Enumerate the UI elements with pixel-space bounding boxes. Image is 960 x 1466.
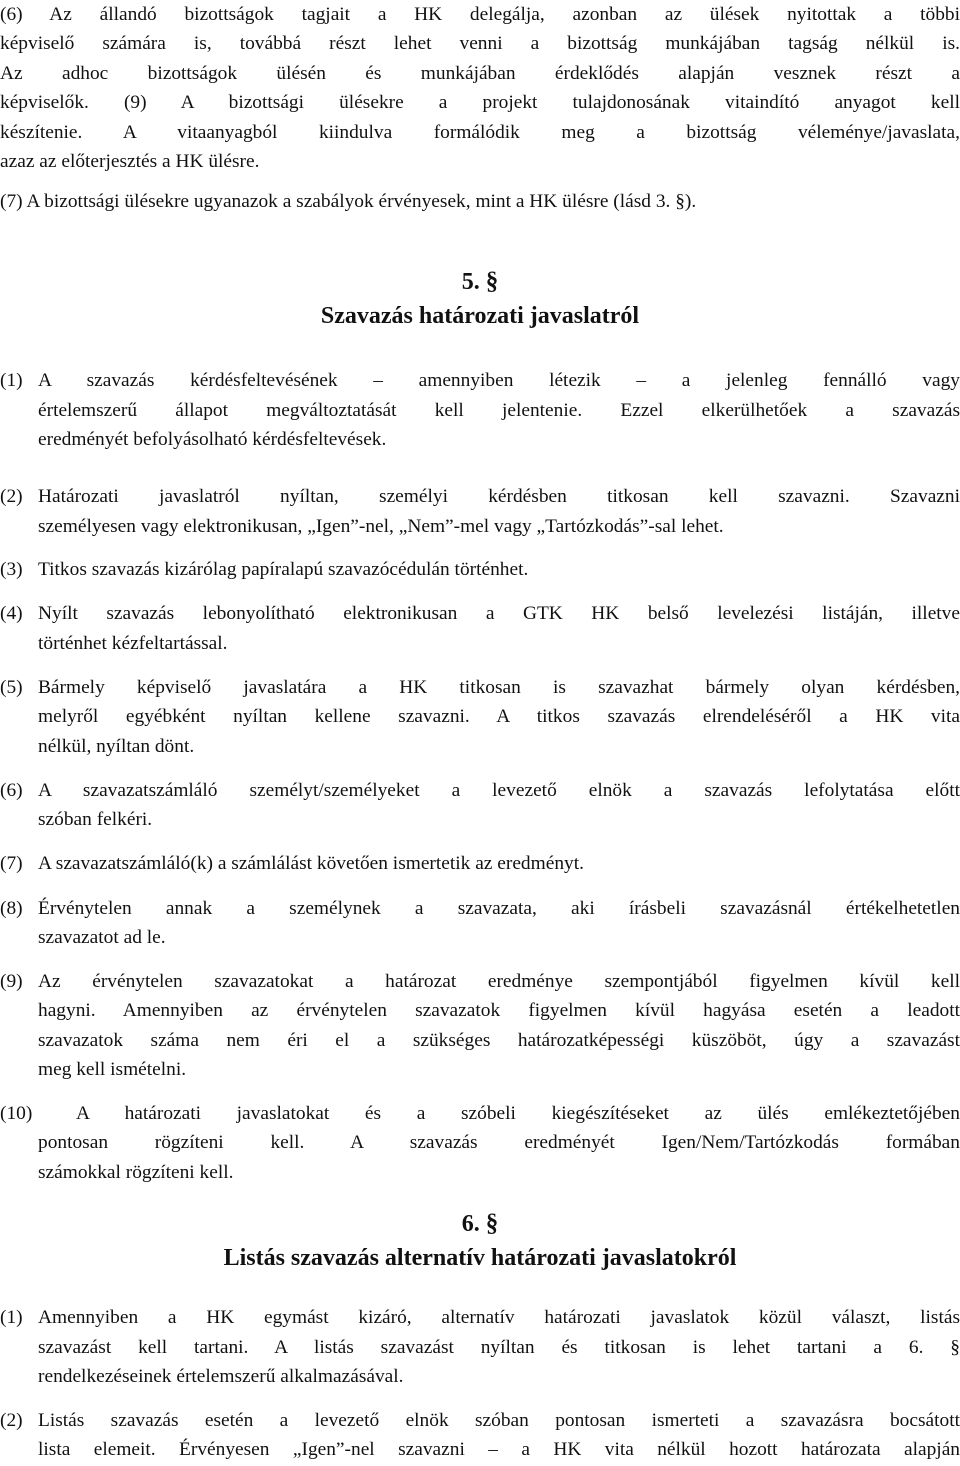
section6-number-text: 6. [461,1211,480,1237]
s5-item1-number: (1) [0,370,23,391]
s5-item9-line-3: szavazatok száma nem éri el a szükséges határozatképességi küszöböt, úgy a szavazást [38,1030,960,1051]
section6-title: Listás szavazás alternatív határozati javaslatokról [223,1245,737,1271]
s5-item2-line-1 [0,482,960,511]
s5-item7-number: (7) [0,853,23,874]
s6-item2-line-2: lista elemeit. Érvényesen „Igen”-nel szavazni – a HK vita nélkül hozott határozata alapján [38,1439,960,1460]
s5-item8-number: (8) [0,898,23,919]
s6-item1-line-1 [0,1303,960,1332]
s5-item1-line-2: értelemszerű állapot megváltoztatását kell jelentenie. Ezzel elkerülhetőek a szavazás [38,400,960,421]
s5-item7-text: A szavazatszámláló(k) a számlálást követően ismertetik az eredményt. [38,853,584,874]
intro-p6-line-2: képviselő számára is, továbbá részt lehet venni a bizottság munkájában tagság nélkül is. [0,33,960,54]
s5-item9-text: Az érvénytelen szavazatokat a határozat eredménye szempontjából figyelmen kívül kell [38,971,960,992]
section-sign-glyph: § [485,1210,499,1237]
s5-item6-text: A szavazatszámláló személyt/személyeket a levezető elnök a szavazás lefolytatása előtt [38,780,960,801]
s6-item2-text: Listás szavazás esetén a levezető elnök szóban pontosan ismerteti a szavazásra bocsátott [38,1410,960,1431]
s5-item3-text: Titkos szavazás kizárólag papíralapú szavazócédulán történhet. [38,559,529,580]
s5-item8-line-2: szavazatot ad le. [38,927,166,948]
s5-item5-line-2: melyről egyébként nyíltan kellene szavazni. A titkos szavazás elrendeléséről a HK vita [38,706,960,727]
s5-item9-line-4: meg kell ismételni. [38,1059,187,1080]
s5-item10-line-3: számokkal rögzíteni kell. [38,1162,234,1183]
s5-item2-text: Határozati javaslatról nyíltan, személyi kérdésben titkosan kell szavazni. Szavazni [38,486,960,507]
s5-item10-line-2: pontosan rögzíteni kell. A szavazás eredményét Igen/Nem/Tartózkodás formában [38,1132,960,1153]
section5-number [0,265,960,299]
s5-item6-line-2: szóban felkéri. [38,809,153,830]
intro-p7: (7) A bizottsági ülésekre ugyanazok a szabályok érvényesek, mint a HK ülésre (lásd 3. §). [0,191,697,212]
s5-item4-line-2: történhet kézfeltartással. [38,633,228,654]
s5-item10-number: (10) [0,1103,33,1124]
s6-item1-line-2: szavazást kell tartani. A listás szavazást nyíltan és titkosan is lehet tartani a 6. § [38,1337,960,1358]
s5-item3-line-1 [0,555,960,584]
intro-p6-line-4: képviselők. (9) A bizottsági ülésekre a projekt tulajdonosának vitaindító anyagot kell [0,92,960,113]
s5-item4-text: Nyílt szavazás lebonyolítható elektronikusan a GTK HK belső levelezési listáján, illetve [38,603,960,624]
s5-item1-line-1 [0,366,960,395]
s5-item9-number: (9) [0,971,23,992]
s5-item5-line-3: nélkül, nyíltan dönt. [38,736,195,757]
s5-item6-number: (6) [0,780,23,801]
s5-item4-line-1 [0,599,960,628]
s5-item2-line-2: személyesen vagy elektronikusan, „Igen”-nel, „Nem”-mel vagy „Tartózkodás”-sal lehet. [38,516,724,537]
s5-item1-line-3: eredményét befolyásolható kérdésfeltevések. [38,429,387,450]
section6-number [0,1207,960,1241]
s5-item10-line-1 [0,1099,960,1128]
s5-item9-line-1 [0,967,960,996]
s6-item1-text: Amennyiben a HK egymást kizáró, alternatív határozati javaslatok közül választ, listás [38,1307,960,1328]
s5-item8-line-1 [0,894,960,923]
s5-item4-number: (4) [0,603,23,624]
s6-item1-line-3: rendelkezéseinek értelemszerű alkalmazásával. [38,1366,404,1387]
intro-p6-line-5: készítenie. A vitaanyagból kiindulva formálódik meg a bizottság véleménye/javaslata, [0,122,960,143]
s6-item1-number: (1) [0,1307,23,1328]
s5-item7-line-1 [0,849,960,878]
s6-item2-number: (2) [0,1410,23,1431]
section-sign-glyph: § [485,268,499,295]
s5-item5-text: Bármely képviselő javaslatára a HK titkosan is szavazhat bármely olyan kérdésben, [38,677,960,698]
s5-item1-text: A szavazás kérdésfeltevésének – amennyiben létezik – a jelenleg fennálló vagy [38,370,960,391]
s5-item9-line-2: hagyni. Amennyiben az érvénytelen szavazatok figyelmen kívül hagyása esetén a leadott [38,1000,960,1021]
intro-p6-line-6: azaz az előterjesztés a HK ülésre. [0,151,260,172]
s5-item5-line-1 [0,673,960,702]
section5-title: Szavazás határozati javaslatról [320,303,640,329]
intro-p6-line-3: Az adhoc bizottságok ülésén és munkájában érdeklődés alapján vesznek részt a [0,63,960,84]
s5-item6-line-1 [0,776,960,805]
s5-item2-number: (2) [0,486,23,507]
section5-number-text: 5. [461,269,480,295]
s5-item10-text: A határozati javaslatokat és a szóbeli kiegészítéseket az ülés emlékeztetőjében [76,1103,960,1124]
s5-item3-number: (3) [0,559,23,580]
s5-item5-number: (5) [0,677,23,698]
s6-item2-line-1 [0,1406,960,1435]
s5-item8-text: Érvénytelen annak a személynek a szavazata, aki írásbeli szavazásnál értékelhetetlen [38,898,960,919]
intro-p6-line-1: (6) Az állandó bizottságok tagjait a HK delegálja, azonban az ülések nyitottak a többi [0,4,960,25]
